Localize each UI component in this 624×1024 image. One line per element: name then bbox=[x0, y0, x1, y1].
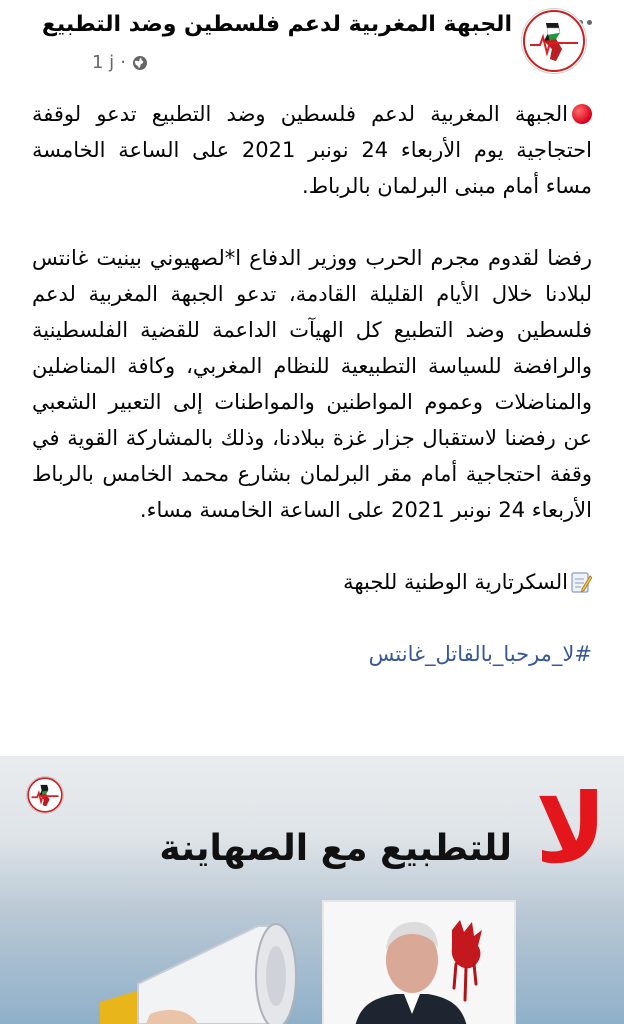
avatar[interactable] bbox=[521, 8, 587, 74]
red-circle-icon bbox=[572, 104, 592, 124]
page-name-link[interactable]: الجبهة المغربية لدعم فلسطين وضد التطبيع bbox=[41, 12, 512, 37]
globe-icon[interactable] bbox=[132, 55, 148, 71]
hashtag-link[interactable]: #لا_مرحبا_بالقاتل_غانتس bbox=[368, 642, 592, 666]
image-headline: للتطبيع مع الصهاينة bbox=[159, 828, 512, 869]
post-meta bbox=[92, 52, 154, 73]
organization-logo-icon bbox=[27, 777, 63, 813]
portrait-photo bbox=[322, 900, 516, 1024]
svg-text:لا: لا bbox=[535, 778, 607, 874]
organization-logo bbox=[522, 9, 586, 73]
post-paragraph-2: رفضا لقدوم مجرم الحرب ووزير الدفاع ا*لصهيوني بينيت غانتس لبلادنا خلال الأيام القليلة القادمة، تدعو الجبهة المغربية لدعم فلسطين وضد التطبيع كل الهيآت الداعمة للقضية الفلسطينية والرافضة للسياسة التطبيعية للنظام المغربي، وكافة المناضلين والمناضلات وعموم المواطنين والمواطنات إلى التعبير الشعبي عن رفضنا لاستقبال جزار غزة ببلادنا، وذلك بالمشاركة القوية في وقفة احتجاجية أمام مقر البرلمان بشارع محمد الخامس بالرباط الأربعاء 24 نونبر 2021 على الساعة الخامسة مساء. bbox=[32, 246, 592, 522]
la-word-graphic bbox=[528, 778, 614, 874]
post-time[interactable]: 1 j bbox=[92, 52, 115, 73]
post-header bbox=[0, 0, 624, 84]
post-body bbox=[32, 96, 592, 672]
meta-separator: · bbox=[120, 52, 126, 73]
image-logo bbox=[26, 776, 64, 814]
post-signature: السكرتارية الوطنية للجبهة bbox=[32, 564, 592, 600]
megaphone-graphic bbox=[80, 906, 310, 1024]
memo-icon bbox=[570, 570, 592, 594]
post-image[interactable] bbox=[0, 756, 624, 1024]
post-paragraph-1: الجبهة المغربية لدعم فلسطين وضد التطبيع تدعو لوقفة احتجاجية يوم الأربعاء 24 نونبر 2021 على الساعة الخامسة مساء أمام مبنى البرلمان بالرباط. bbox=[32, 102, 592, 198]
